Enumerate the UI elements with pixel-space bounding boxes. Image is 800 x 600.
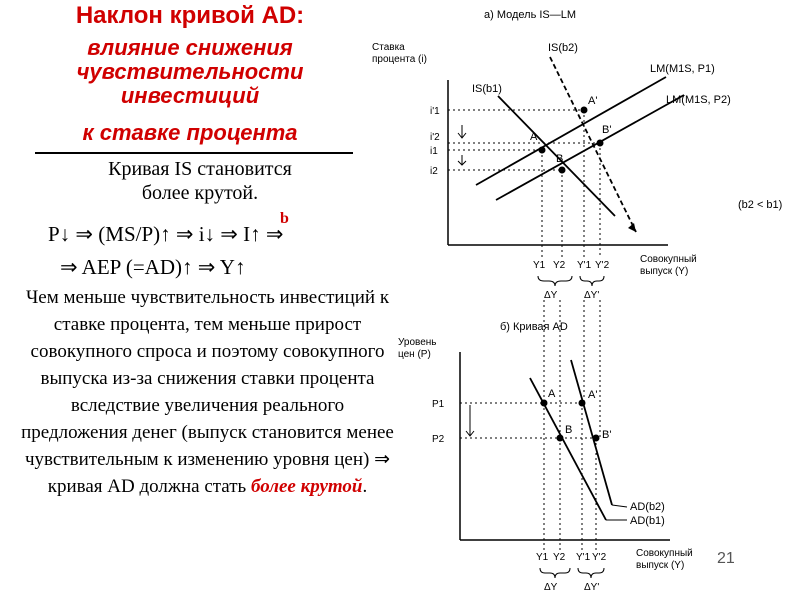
ad-point-b-prime-label: B' <box>602 429 612 441</box>
slide-title-line-2: влияние снижения <box>87 35 293 60</box>
islm-x-label-1: Совокупный <box>640 254 697 265</box>
ad-guides <box>460 300 600 550</box>
point-b-prime-label: B' <box>602 124 612 136</box>
lm1-label: LM(M1S, P1) <box>650 63 715 75</box>
tick-y2: Y2 <box>553 260 566 271</box>
explanation-end: . <box>362 476 368 497</box>
price-shift-arrow <box>466 405 474 436</box>
ad-x-label-2: выпуск (Y) <box>636 560 685 571</box>
transmission-equation-2: ⇒ AEP (=AD)↑ ⇒ Y↑ <box>60 255 246 279</box>
ad-point-a-prime-label: A' <box>588 389 598 401</box>
page-number: 21 <box>717 550 735 567</box>
ad-point-b-label: B <box>565 424 573 436</box>
ad-tick-y2: Y2 <box>553 552 566 563</box>
lm2-label: LM(M1S, P2) <box>666 94 731 106</box>
ad-x-label-1: Совокупный <box>636 548 693 559</box>
tick-y1: Y1 <box>533 260 546 271</box>
tick-i1-prime: i'1 <box>430 106 440 117</box>
tick-y2-prime: Y'2 <box>595 260 610 271</box>
point-b-label: B <box>556 153 564 165</box>
investment-sensitivity-symbol: b <box>280 210 289 227</box>
tick-y1-prime: Y'1 <box>577 260 592 271</box>
ad-tick-y2-prime: Y'2 <box>592 552 607 563</box>
tick-i2-prime: i'2 <box>430 132 440 143</box>
ad-b2-label: AD(b2) <box>630 501 665 513</box>
transmission-equation-1: P↓ ⇒ (MS/P)↑ ⇒ i↓ ⇒ I↑ ⇒ <box>48 222 284 246</box>
slide-title: Наклон кривой AD: <box>75 2 305 29</box>
is-b1-label: IS(b1) <box>472 83 502 95</box>
tick-i2: i2 <box>430 166 438 177</box>
slide-title-line-5: к ставке процента <box>82 120 298 145</box>
subtitle-line-2: более крутой. <box>141 182 259 204</box>
ad-delta-y-label: ΔY <box>544 582 558 593</box>
explanation-text: Чем меньше чувствительность инвестиций к ставке процента, тем меньше прирост совокупного спроса и поэтому совокупного выпуска из-за снижения ставки процента вследствие увеличения реального предложения денег (выпуск становится менее чувствительным к изменению уровня цен) ⇒ кривая AD должна стать <box>21 287 394 497</box>
tick-i1: i1 <box>430 146 438 157</box>
islm-title: а) Модель IS—LM <box>484 9 577 21</box>
slide-title-line-4: инвестиций <box>120 83 260 108</box>
ad-b1-label: AD(b1) <box>630 515 665 527</box>
explanation-highlight: более крутой <box>250 476 363 497</box>
ad-b2-pointer <box>612 505 627 507</box>
ad-delta-y-prime-label: ΔY' <box>584 582 600 593</box>
delta-y-prime-label: ΔY' <box>584 290 600 301</box>
tick-p2: P2 <box>432 434 445 445</box>
ad-title: б) Кривая AD <box>500 321 568 333</box>
ad-delta-y-prime-brace <box>578 568 604 578</box>
ad-tick-y1-prime: Y'1 <box>576 552 591 563</box>
ad-y-label-1: Уровень <box>398 337 437 348</box>
ad-tick-y1: Y1 <box>536 552 549 563</box>
ad-point-a-label: A <box>548 388 556 400</box>
islm-x-label-2: выпуск (Y) <box>640 266 689 277</box>
is-b2-label: IS(b2) <box>548 42 578 54</box>
islm-y-label-1: Ставка <box>372 42 405 53</box>
ad-delta-y-brace <box>540 568 570 578</box>
sensitivity-condition: (b2 < b1) <box>738 199 783 211</box>
point-a-label: A <box>530 131 538 143</box>
ad-y-label-2: цен (P) <box>398 349 431 360</box>
tick-p1: P1 <box>432 399 445 410</box>
delta-y-label: ΔY <box>544 290 558 301</box>
point-a-prime-label: A' <box>588 95 598 107</box>
slide-title-line-3: чувствительности <box>76 59 304 84</box>
subtitle-line-1: Кривая IS становится <box>108 158 292 180</box>
islm-y-label-2: процента (i) <box>372 54 427 65</box>
